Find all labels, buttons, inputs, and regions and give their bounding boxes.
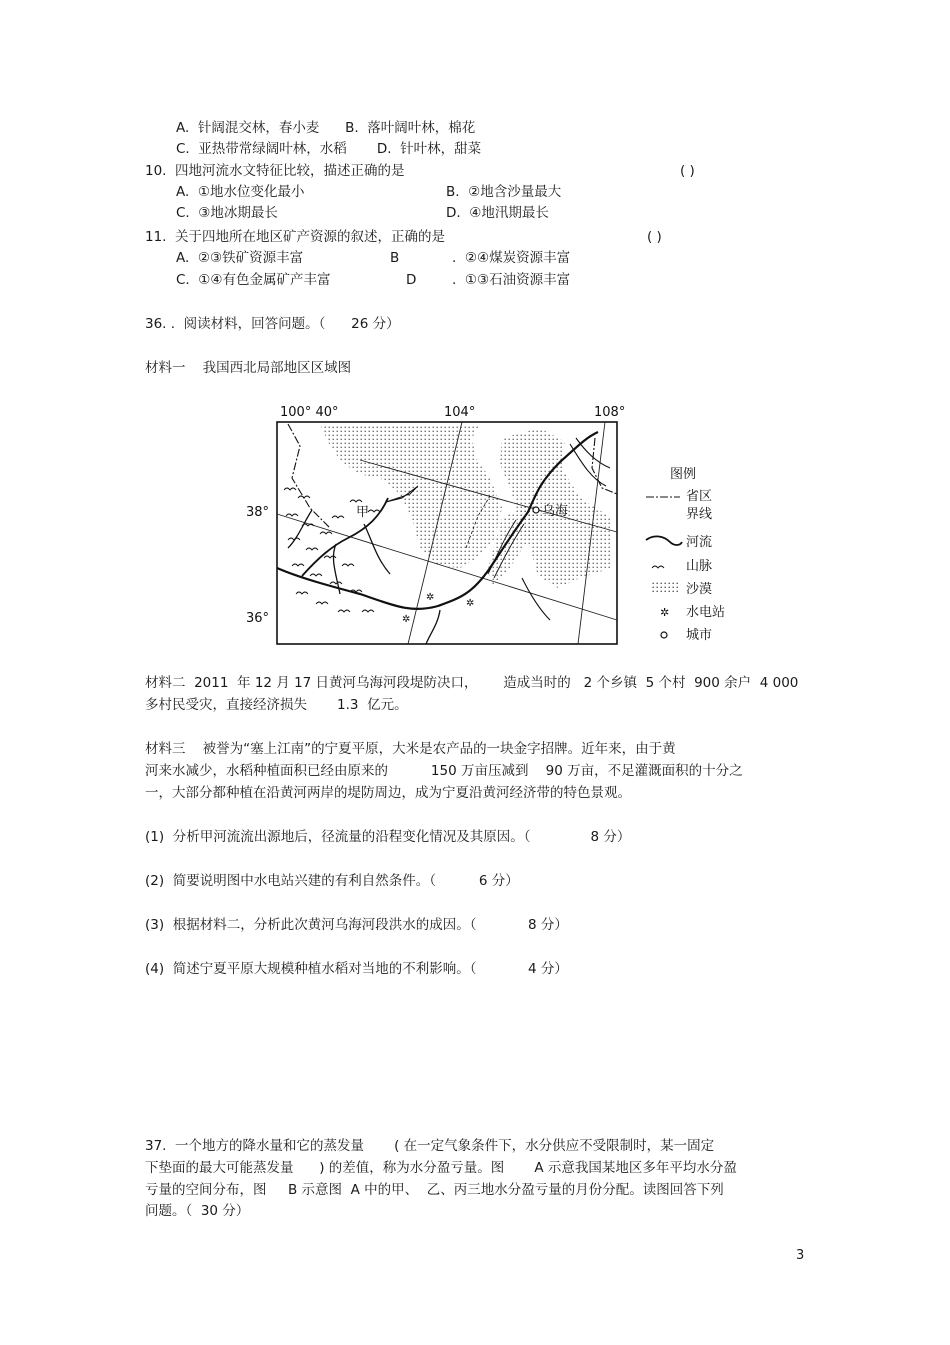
material2-line1: 材料二 2011 年 12 月 17 日黄河乌海河段堤防决口， 造成当时的 2 个乡镇 5 个村 900 余户 4 000 bbox=[145, 675, 799, 691]
q11-option-c: C. ①④有色金属矿产丰富 bbox=[176, 272, 331, 288]
page-number: 3 bbox=[796, 1248, 805, 1263]
legend-mountain-label: 山脉 bbox=[686, 559, 713, 574]
hydro-station-icon: ✲ bbox=[426, 592, 435, 603]
q10-option-a: A. ①地水位变化最小 bbox=[176, 184, 305, 200]
q36-sub4: (4) 简述宁夏平原大规模种植水稻对当地的不利影响。（ 4 分） bbox=[145, 961, 568, 977]
lon-label-2: 104° bbox=[444, 405, 476, 420]
place-label-jia: 甲 bbox=[356, 505, 370, 520]
q11-option-d-letter: D bbox=[406, 272, 417, 288]
q10-stem: 10. 四地河流水文特征比较，描述正确的是 bbox=[145, 163, 405, 179]
q37-line2: 下垫面的最大可能蒸发量 ) 的差值，称为水分盈亏量。图 A 示意我国某地区多年平均水分盈 bbox=[145, 1160, 737, 1176]
q10-answer-paren: ( ) bbox=[680, 163, 695, 179]
material1-title: 材料一 我国西北局部地区区域图 bbox=[145, 360, 352, 376]
northwest-region-map bbox=[240, 398, 740, 656]
q37-line3: 亏量的空间分布，图 B 示意图 A 中的甲、 乙、丙三地水分盈亏量的月份分配。读图回答下列 bbox=[145, 1182, 724, 1198]
city-wuhai-marker bbox=[533, 507, 539, 513]
legend-river-symbol bbox=[646, 536, 682, 545]
material3-line3: 一，大部分都种植在沿黄河两岸的堤防周边，成为宁夏沿黄河经济带的特色景观。 bbox=[145, 785, 631, 801]
lat-label-2: 36° bbox=[246, 611, 270, 626]
q36-sub1: (1) 分析甲河流流出源地后，径流量的沿程变化情况及其原因。（ 8 分） bbox=[145, 829, 631, 845]
legend-province-label: 省区 bbox=[686, 489, 713, 504]
legend-title: 图例 bbox=[670, 467, 697, 482]
lon-label-3: 108° bbox=[594, 405, 626, 420]
q11-option-b-letter: B bbox=[390, 250, 400, 266]
q10-option-d: D. ④地汛期最长 bbox=[446, 205, 549, 221]
q36-stem: 36. . 阅读材料，回答问题。（ 26 分） bbox=[145, 316, 400, 332]
q11-stem: 11. 关于四地所在地区矿产资源的叙述，正确的是 bbox=[145, 229, 446, 245]
material2-line2: 多村民受灾，直接经济损失 1.3 亿元。 bbox=[145, 697, 408, 713]
q11-option-d: . ①③石油资源丰富 bbox=[452, 272, 571, 288]
material3-line2: 河来水减少，水稻种植面积已经由原来的 150 万亩压减到 90 万亩，不足灌溉面积的十分之 bbox=[145, 763, 743, 779]
q37-line1: 37. 一个地方的降水量和它的蒸发量 ( 在一定气象条件下，水分供应不受限制时，某一固定 bbox=[145, 1138, 715, 1154]
hydro-station-icon: ✲ bbox=[466, 598, 475, 609]
material3-line1: 材料三 被誉为“塞上江南”的宁夏平原，大米是农产品的一块金字招牌。近年来，由于黄 bbox=[145, 741, 676, 757]
legend-city-label: 城市 bbox=[686, 628, 713, 643]
q10-option-c: C. ③地冰期最长 bbox=[176, 205, 278, 221]
q37-line4: 问题。（ 30 分） bbox=[145, 1203, 250, 1219]
q36-sub3: (3) 根据材料二，分析此次黄河乌海河段洪水的成因。（ 8 分） bbox=[145, 917, 568, 933]
q11-option-b: . ②④煤炭资源丰富 bbox=[452, 250, 571, 266]
legend-province-label-2: 界线 bbox=[686, 507, 713, 522]
lon-label-1: 100° 40° bbox=[280, 405, 339, 420]
legend-mountain-symbol bbox=[652, 566, 664, 568]
q11-option-a: A. ②③铁矿资源丰富 bbox=[176, 250, 304, 266]
legend-city-icon bbox=[661, 632, 667, 638]
legend-desert-label: 沙漠 bbox=[686, 582, 713, 597]
q11-answer-paren: ( ) bbox=[647, 229, 662, 245]
place-label-wuhai: 乌海 bbox=[542, 504, 569, 519]
q9-options-ab: A. 针阔混交林，春小麦 B. 落叶阔叶林，棉花 bbox=[176, 120, 476, 136]
legend-river-label: 河流 bbox=[686, 535, 713, 550]
legend-desert-symbol bbox=[650, 582, 678, 592]
q10-option-b: B. ②地含沙量最大 bbox=[446, 184, 562, 200]
hydro-station-icon: ✲ bbox=[402, 614, 411, 625]
q36-sub2: (2) 简要说明图中水电站兴建的有利自然条件。（ 6 分） bbox=[145, 873, 519, 889]
q9-options-cd: C. 亚热带常绿阔叶林，水稻 D. 针叶林，甜菜 bbox=[176, 141, 482, 157]
legend-hydro-icon: ✲ bbox=[660, 606, 670, 619]
lat-label-1: 38° bbox=[246, 505, 270, 520]
legend-hydro-label: 水电站 bbox=[686, 605, 726, 620]
